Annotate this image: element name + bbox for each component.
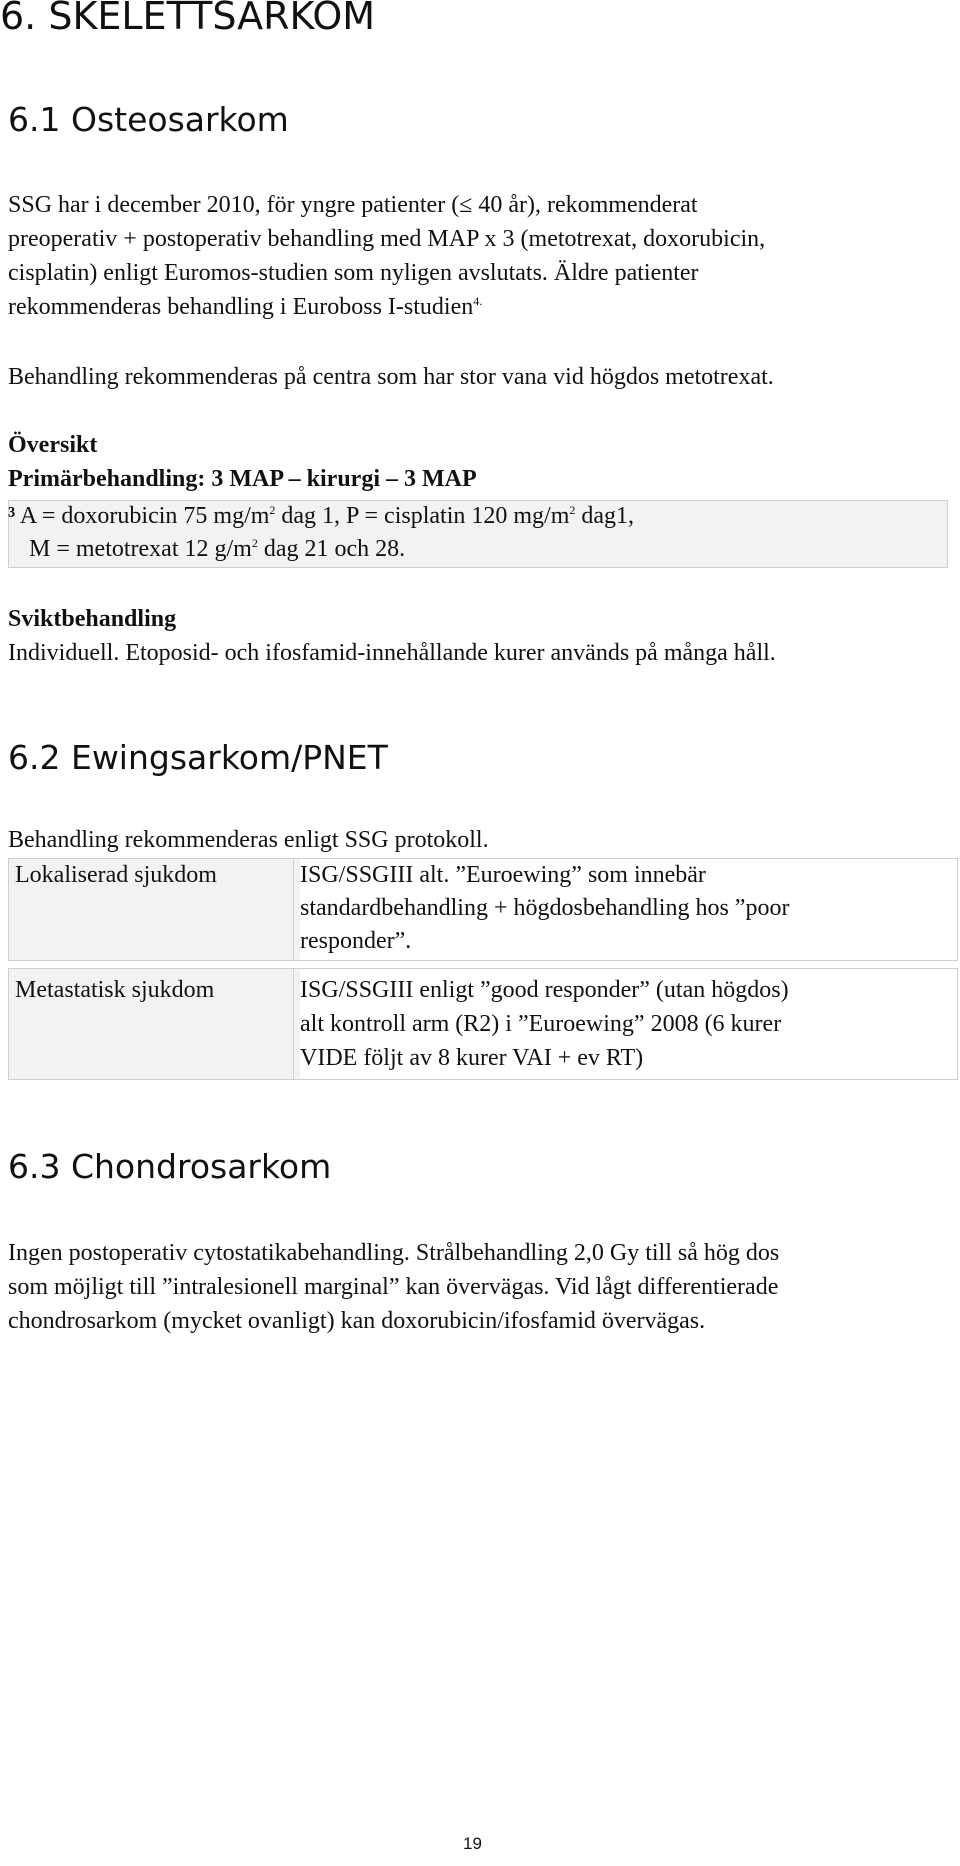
ewing-intro: Behandling rekommenderas enligt SSG protokoll. [8,827,489,853]
table-row [8,968,958,1080]
osteo-para1-line4-text: rekommenderas behandling i Euroboss I-studien [8,294,474,320]
row-line: ISG/SSGIII enligt ”good responder” (utan högdos) [300,977,789,1003]
sup-b: 2 [569,503,576,517]
sviktbehandling-text: Individuell. Etoposid- och ifosfamid-innehållande kurer används på många håll. [8,640,776,666]
dosage-prefix: ³ [8,503,16,529]
table-cell-label [9,859,294,960]
chapter-heading: 6. SKELETTSARKOM [0,0,376,38]
row-line: ISG/SSGIII alt. ”Euroewing” som innebär [300,862,706,888]
section-heading-chondrosarkom: 6.3 Chondrosarkom [8,1147,332,1186]
osteo-para2: Behandling rekommenderas på centra som har stor vana vid högdos metotrexat. [8,364,774,390]
reference-superscript: 4. [473,294,483,308]
row-label: Metastatisk sjukdom [15,977,215,1003]
table-row [8,858,958,961]
page-number: 19 [463,1834,482,1853]
table-cell-value [294,969,957,1079]
dosage-line2 [29,532,405,566]
section-heading-osteosarkom: 6.1 Osteosarkom [8,100,289,139]
osteo-para1-line2: preoperativ + postoperativ behandling med MAP x 3 (metotrexat, doxorubicin, [8,226,766,252]
dosage-line1-c: dag1, [575,503,635,529]
osteo-para1-line4 [8,290,482,324]
row-line: alt kontroll arm (R2) i ”Euroewing” 2008 (6 kurer [300,1011,782,1037]
dosage-line1-a: A = doxorubicin 75 mg/m [15,503,270,529]
dosage-line2-a: M = metotrexat 12 g/m [29,536,252,562]
primarbehandling-label: Primärbehandling: 3 MAP – kirurgi – 3 MAP [8,466,477,492]
chondro-line1: Ingen postoperativ cytostatikabehandling. Strålbehandling 2,0 Gy till så hög dos [8,1240,780,1266]
dosage-line1-b: dag 1, P = cisplatin 120 mg/m [275,503,570,529]
chondro-line2: som möjligt till ”intralesionell marginal” kan övervägas. Vid lågt differentierade [8,1274,779,1300]
chondro-line3: chondrosarkom (mycket ovanligt) kan doxorubicin/ifosfamid övervägas. [8,1308,706,1334]
section-heading-ewingsarkom: 6.2 Ewingsarkom/PNET [8,738,388,777]
sup-a: 2 [269,503,276,517]
row-line: responder”. [300,928,412,954]
sviktbehandling-label: Sviktbehandling [8,606,177,632]
row-line: VIDE följt av 8 kurer VAI + ev RT) [300,1045,644,1071]
sup-c: 2 [251,536,258,550]
row-label: Lokaliserad sjukdom [15,862,217,888]
row-line: standardbehandling + högdosbehandling hos ”poor [300,895,790,921]
dosage-line1 [8,499,634,533]
osteo-para1-line1: SSG har i december 2010, för yngre patienter (≤ 40 år), rekommenderat [8,192,698,218]
table-cell-label [9,969,294,1079]
oversikt-label: Översikt [8,432,98,458]
table-cell-value [294,859,957,960]
dosage-line2-b: dag 21 och 28. [257,536,406,562]
osteo-para1-line3: cisplatin) enligt Euromos-studien som nyligen avslutats. Äldre patienter [8,260,699,286]
